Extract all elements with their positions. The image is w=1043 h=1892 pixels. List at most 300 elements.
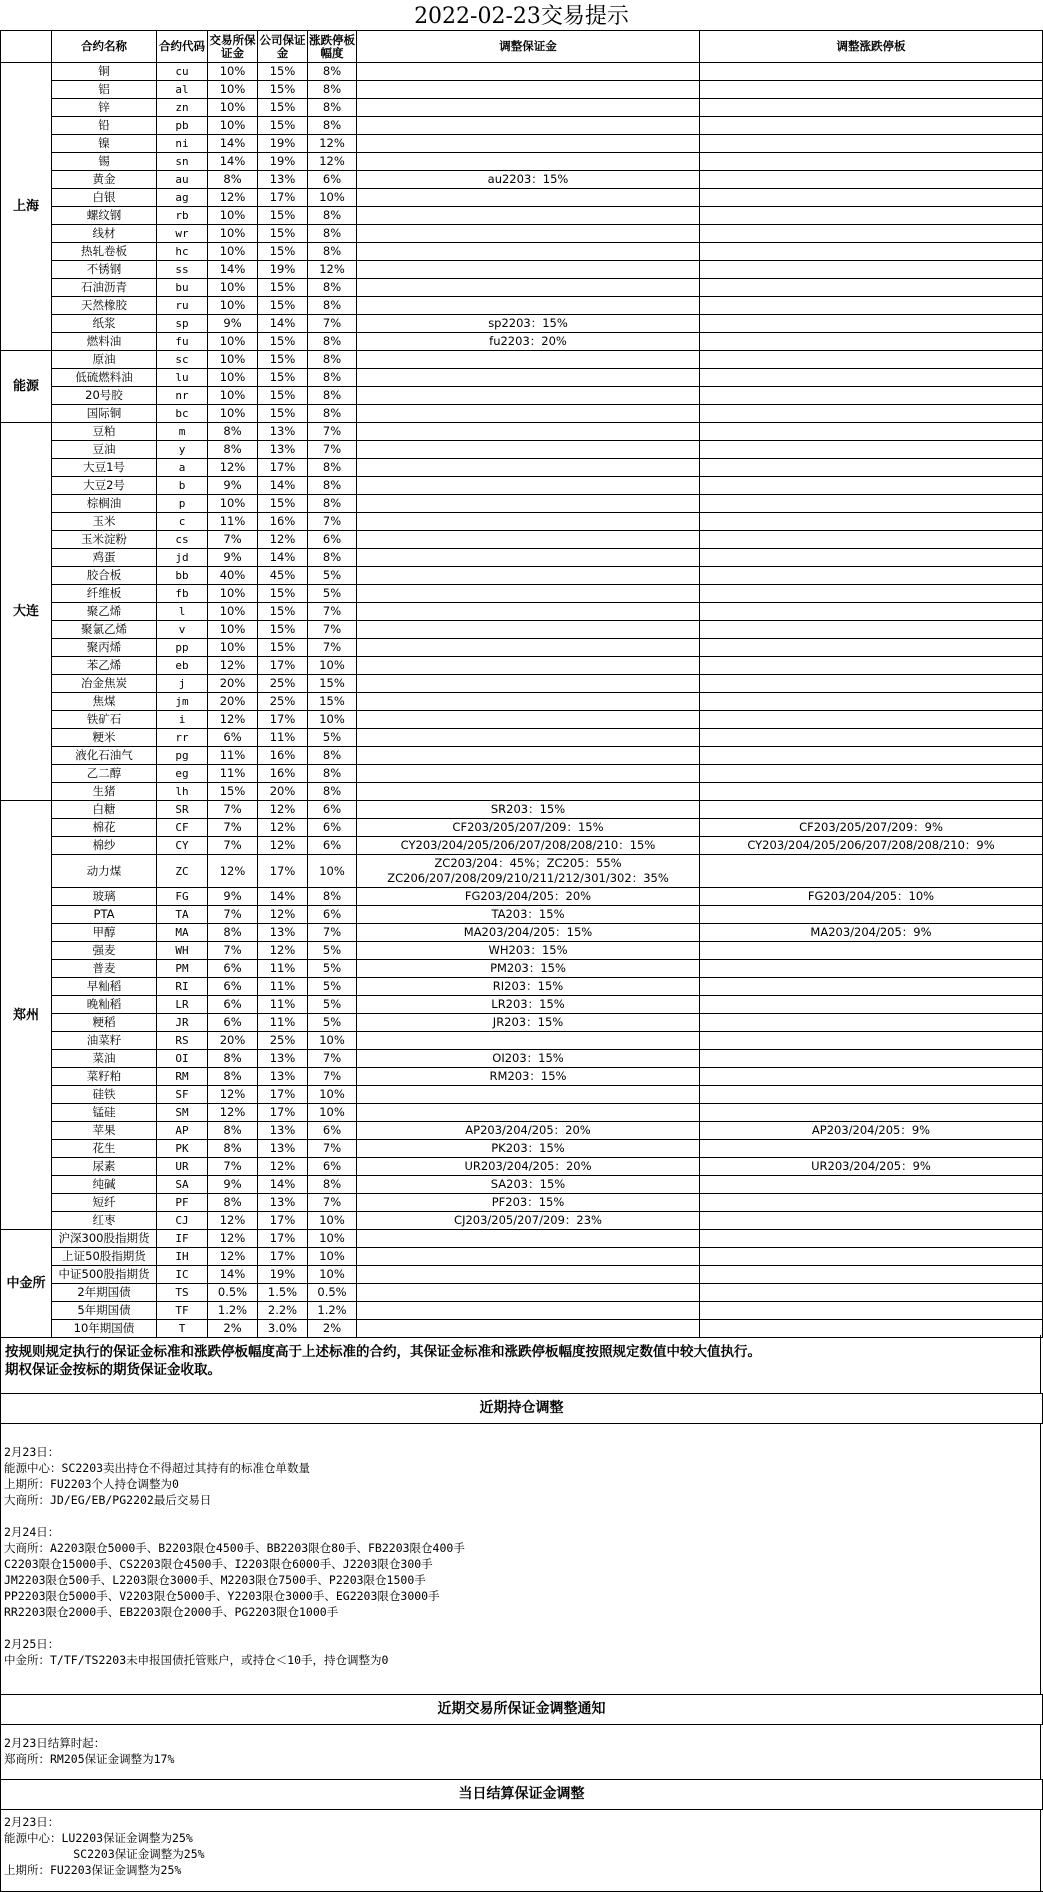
adjusted-limit (700, 81, 1043, 99)
notice-line: 能源中心：LU2203保证金调整为25% (4, 1831, 193, 1845)
adjusted-margin (357, 639, 700, 657)
price-limit: 8% (308, 783, 357, 801)
table-row (1, 171, 1043, 189)
adjusted-margin: fu2203：20% (357, 333, 700, 351)
contract-name: 棕榈油 (52, 495, 157, 513)
adjusted-margin (357, 351, 700, 369)
exchange-margin: 2% (208, 1320, 258, 1338)
price-limit: 10% (308, 1266, 357, 1284)
company-margin: 17% (258, 657, 308, 675)
adjusted-margin (357, 225, 700, 243)
exchange-margin: 12% (208, 1104, 258, 1122)
contract-code: rb (157, 207, 208, 225)
position-adjustment-title: 近期持仓调整 (0, 1393, 1043, 1424)
company-margin: 15% (258, 351, 308, 369)
table-row (1, 960, 1043, 978)
price-limit: 8% (308, 225, 357, 243)
adjusted-limit (700, 942, 1043, 960)
table-row (1, 1032, 1043, 1050)
contract-code: eg (157, 765, 208, 783)
company-margin: 14% (258, 1176, 308, 1194)
contract-name: 玉米 (52, 513, 157, 531)
table-row (1, 1302, 1043, 1320)
contract-code: j (157, 675, 208, 693)
adjusted-margin (357, 675, 700, 693)
adjusted-limit (700, 978, 1043, 996)
contract-code: pp (157, 639, 208, 657)
company-margin: 16% (258, 747, 308, 765)
adjusted-limit: UR203/204/205：9% (700, 1158, 1043, 1176)
contract-code: CY (157, 837, 208, 855)
price-limit: 8% (308, 495, 357, 513)
contract-code: SA (157, 1176, 208, 1194)
notice-block (4, 1814, 1040, 1878)
adjusted-limit (700, 675, 1043, 693)
company-margin: 25% (258, 675, 308, 693)
contract-code: c (157, 513, 208, 531)
rules-note-line: 期权保证金按标的期货保证金收取。 (5, 1362, 221, 1378)
contract-name: 低硫燃料油 (52, 369, 157, 387)
exchange-margin: 8% (208, 1194, 258, 1212)
table-row (1, 765, 1043, 783)
contract-name: 尿素 (52, 1158, 157, 1176)
exchange-margin: 11% (208, 747, 258, 765)
exchange-margin: 10% (208, 621, 258, 639)
table-row (1, 1122, 1043, 1140)
contract-code: cu (157, 63, 208, 81)
contract-name: 强麦 (52, 942, 157, 960)
adjusted-margin (357, 261, 700, 279)
table-row (1, 585, 1043, 603)
contract-code: nr (157, 387, 208, 405)
company-margin: 15% (258, 495, 308, 513)
company-margin: 19% (258, 261, 308, 279)
company-margin: 15% (258, 81, 308, 99)
adjusted-limit: CY203/204/205/206/207/208/208/210：9% (700, 837, 1043, 855)
contract-name: 冶金焦炭 (52, 675, 157, 693)
price-limit: 7% (308, 639, 357, 657)
company-margin: 15% (258, 603, 308, 621)
header-name: 合约名称 (52, 31, 157, 63)
contract-name: 红枣 (52, 1212, 157, 1230)
table-row (1, 888, 1043, 906)
adjusted-margin (357, 1230, 700, 1248)
company-margin: 17% (258, 711, 308, 729)
adjusted-limit (700, 1176, 1043, 1194)
adjusted-margin (357, 63, 700, 81)
company-margin: 15% (258, 585, 308, 603)
adjusted-margin (357, 423, 700, 441)
exchange-margin: 10% (208, 225, 258, 243)
contract-name: 5年期国债 (52, 1302, 157, 1320)
price-limit: 8% (308, 351, 357, 369)
adjusted-limit (700, 1140, 1043, 1158)
contract-code: T (157, 1320, 208, 1338)
contract-name: 黄金 (52, 171, 157, 189)
price-limit: 8% (308, 747, 357, 765)
company-margin: 19% (258, 135, 308, 153)
exchange-margin: 12% (208, 1212, 258, 1230)
table-row (1, 513, 1043, 531)
exchange-margin: 9% (208, 315, 258, 333)
contract-code: AP (157, 1122, 208, 1140)
table-row (1, 711, 1043, 729)
adjusted-margin (357, 459, 700, 477)
price-limit: 7% (308, 1140, 357, 1158)
contract-name: 大豆1号 (52, 459, 157, 477)
price-limit: 8% (308, 765, 357, 783)
contract-code: eb (157, 657, 208, 675)
contract-code: UR (157, 1158, 208, 1176)
adjusted-margin (357, 207, 700, 225)
contract-code: IF (157, 1230, 208, 1248)
exchange-margin: 9% (208, 888, 258, 906)
contract-name: 油菜籽 (52, 1032, 157, 1050)
adjusted-margin (357, 297, 700, 315)
exchange-margin: 12% (208, 657, 258, 675)
table-row (1, 387, 1043, 405)
exchange-margin: 14% (208, 261, 258, 279)
adjusted-margin (357, 405, 700, 423)
exchange-margin: 12% (208, 1230, 258, 1248)
contract-name: 锌 (52, 99, 157, 117)
exchange-margin: 0.5% (208, 1284, 258, 1302)
exchange-margin: 7% (208, 531, 258, 549)
table-row (1, 1140, 1043, 1158)
table-row (1, 279, 1043, 297)
company-margin: 17% (258, 1104, 308, 1122)
contract-name: 铜 (52, 63, 157, 81)
exchange-margin: 20% (208, 693, 258, 711)
table-row (1, 63, 1043, 81)
company-margin: 15% (258, 243, 308, 261)
adjusted-limit (700, 153, 1043, 171)
price-limit: 7% (308, 621, 357, 639)
contract-name: 纯碱 (52, 1176, 157, 1194)
contract-code: LR (157, 996, 208, 1014)
notice-line: RR2203限仓2000手、EB2203限仓2000手、PG2203限仓1000手 (4, 1605, 339, 1619)
company-margin: 15% (258, 225, 308, 243)
table-row (1, 1050, 1043, 1068)
table-row (1, 243, 1043, 261)
contract-name: 聚乙烯 (52, 603, 157, 621)
contract-code: pb (157, 117, 208, 135)
exchange-margin-notice-body (0, 1725, 1041, 1779)
adjusted-margin: CF203/205/207/209：15% (357, 819, 700, 837)
contract-name: 中证500股指期货 (52, 1266, 157, 1284)
contract-name: 10年期国债 (52, 1320, 157, 1338)
contract-name: 棉花 (52, 819, 157, 837)
contract-code: lu (157, 369, 208, 387)
contract-code: RS (157, 1032, 208, 1050)
adjusted-margin (357, 513, 700, 531)
adjusted-limit (700, 1068, 1043, 1086)
contract-name: PTA (52, 906, 157, 924)
adjusted-limit (700, 459, 1043, 477)
table-row (1, 81, 1043, 99)
contract-code: bu (157, 279, 208, 297)
price-limit: 8% (308, 117, 357, 135)
notice-block (4, 1735, 1040, 1767)
contract-code: i (157, 711, 208, 729)
adjusted-limit (700, 1284, 1043, 1302)
header-code: 合约代码 (157, 31, 208, 63)
exchange-margin: 6% (208, 996, 258, 1014)
contract-name: 鸡蛋 (52, 549, 157, 567)
price-limit: 8% (308, 333, 357, 351)
price-limit: 5% (308, 567, 357, 585)
price-limit: 8% (308, 477, 357, 495)
contract-name: 玉米淀粉 (52, 531, 157, 549)
contract-code: jm (157, 693, 208, 711)
exchange-margin: 8% (208, 423, 258, 441)
exchange-margin: 10% (208, 63, 258, 81)
adjusted-limit (700, 585, 1043, 603)
notice-line: 2月23日： (4, 1445, 60, 1459)
adjusted-limit (700, 333, 1043, 351)
table-row (1, 819, 1043, 837)
adjusted-limit: AP203/204/205：9% (700, 1122, 1043, 1140)
contract-name: 棉纱 (52, 837, 157, 855)
adjusted-limit (700, 765, 1043, 783)
price-limit: 10% (308, 189, 357, 207)
exchange-margin: 10% (208, 351, 258, 369)
exchange-margin: 11% (208, 513, 258, 531)
adjusted-margin: PK203：15% (357, 1140, 700, 1158)
price-limit: 10% (308, 1248, 357, 1266)
company-margin: 12% (258, 819, 308, 837)
contract-name: 花生 (52, 1140, 157, 1158)
table-row (1, 333, 1043, 351)
company-margin: 14% (258, 888, 308, 906)
company-margin: 13% (258, 423, 308, 441)
company-margin: 15% (258, 297, 308, 315)
contract-code: hc (157, 243, 208, 261)
adjusted-margin (357, 711, 700, 729)
table-row (1, 942, 1043, 960)
contract-name: 胶合板 (52, 567, 157, 585)
adjusted-limit (700, 621, 1043, 639)
price-limit: 5% (308, 1014, 357, 1032)
contract-name: 原油 (52, 351, 157, 369)
price-limit: 8% (308, 81, 357, 99)
table-header-row (1, 31, 1043, 63)
adjusted-limit (700, 495, 1043, 513)
adjusted-limit (700, 171, 1043, 189)
company-margin: 12% (258, 942, 308, 960)
adjusted-margin (357, 567, 700, 585)
price-limit: 8% (308, 459, 357, 477)
adjusted-margin: CY203/204/205/206/207/208/208/210：15% (357, 837, 700, 855)
exchange-margin: 8% (208, 441, 258, 459)
adjusted-margin: WH203：15% (357, 942, 700, 960)
notice-block (4, 1444, 1040, 1508)
company-margin: 17% (258, 189, 308, 207)
table-row (1, 1104, 1043, 1122)
adjusted-margin (357, 585, 700, 603)
exchange-margin: 1.2% (208, 1302, 258, 1320)
adjusted-margin (357, 1302, 700, 1320)
exchange-margin: 12% (208, 1248, 258, 1266)
company-margin: 25% (258, 1032, 308, 1050)
exchange-margin: 8% (208, 1122, 258, 1140)
adjusted-limit (700, 1302, 1043, 1320)
table-row (1, 603, 1043, 621)
adjusted-margin: RI203：15% (357, 978, 700, 996)
notice-line: SC2203保证金调整为25% (4, 1847, 205, 1861)
adjusted-limit (700, 99, 1043, 117)
adjusted-margin: RM203：15% (357, 1068, 700, 1086)
adjusted-limit (700, 441, 1043, 459)
settlement-margin-title: 当日结算保证金调整 (0, 1779, 1043, 1810)
company-margin: 15% (258, 387, 308, 405)
adjusted-limit (700, 693, 1043, 711)
exchange-margin: 10% (208, 207, 258, 225)
table-row (1, 1212, 1043, 1230)
contract-name: 玻璃 (52, 888, 157, 906)
exchange-cell: 能源 (1, 351, 52, 423)
contract-name: 豆油 (52, 441, 157, 459)
contract-name: 燃料油 (52, 333, 157, 351)
contract-code: PK (157, 1140, 208, 1158)
contract-code: SF (157, 1086, 208, 1104)
adjusted-limit (700, 369, 1043, 387)
adjusted-margin (357, 495, 700, 513)
exchange-margin: 14% (208, 153, 258, 171)
exchange-margin: 10% (208, 81, 258, 99)
contract-code: IH (157, 1248, 208, 1266)
price-limit: 5% (308, 729, 357, 747)
contract-name: 沪深300股指期货 (52, 1230, 157, 1248)
contract-name: 菜籽粕 (52, 1068, 157, 1086)
table-row (1, 729, 1043, 747)
contract-code: OI (157, 1050, 208, 1068)
company-margin: 17% (258, 1212, 308, 1230)
contract-code: bb (157, 567, 208, 585)
adjusted-limit (700, 1050, 1043, 1068)
exchange-margin: 11% (208, 765, 258, 783)
exchange-margin: 12% (208, 855, 258, 888)
contract-name: 生猪 (52, 783, 157, 801)
company-margin: 11% (258, 996, 308, 1014)
price-limit: 7% (308, 513, 357, 531)
company-margin: 12% (258, 801, 308, 819)
notice-line: 郑商所：RM205保证金调整为17% (4, 1752, 175, 1766)
table-row (1, 99, 1043, 117)
table-row (1, 369, 1043, 387)
contract-code: rr (157, 729, 208, 747)
adjusted-margin: JR203：15% (357, 1014, 700, 1032)
exchange-margin: 20% (208, 1032, 258, 1050)
adjusted-margin: AP203/204/205：20% (357, 1122, 700, 1140)
adjusted-limit (700, 135, 1043, 153)
company-margin: 13% (258, 1122, 308, 1140)
exchange-cell: 郑州 (1, 801, 52, 1230)
price-limit: 12% (308, 135, 357, 153)
adjusted-limit (700, 261, 1043, 279)
contract-code: lh (157, 783, 208, 801)
contract-code: bc (157, 405, 208, 423)
exchange-margin: 8% (208, 1068, 258, 1086)
company-margin: 3.0% (258, 1320, 308, 1338)
adjusted-margin (357, 81, 700, 99)
adjusted-limit: CF203/205/207/209：9% (700, 819, 1043, 837)
exchange-margin: 10% (208, 585, 258, 603)
contract-name: 20号胶 (52, 387, 157, 405)
adjusted-margin (357, 135, 700, 153)
price-limit: 7% (308, 1068, 357, 1086)
contract-code: a (157, 459, 208, 477)
price-limit: 8% (308, 549, 357, 567)
company-margin: 1.5% (258, 1284, 308, 1302)
contract-code: p (157, 495, 208, 513)
contract-name: 天然橡胶 (52, 297, 157, 315)
table-row (1, 855, 1043, 888)
adjusted-limit (700, 297, 1043, 315)
adjusted-limit (700, 747, 1043, 765)
adjusted-margin: MA203/204/205：15% (357, 924, 700, 942)
notice-line: 大商所：JD/EG/EB/PG2202最后交易日 (4, 1493, 212, 1507)
table-row (1, 1014, 1043, 1032)
table-row (1, 315, 1043, 333)
price-limit: 8% (308, 369, 357, 387)
contract-code: FG (157, 888, 208, 906)
exchange-margin: 40% (208, 567, 258, 585)
adjusted-margin: PF203：15% (357, 1194, 700, 1212)
exchange-margin: 6% (208, 1014, 258, 1032)
company-margin: 15% (258, 117, 308, 135)
adjusted-limit (700, 225, 1043, 243)
adjusted-limit (700, 1212, 1043, 1230)
company-margin: 2.2% (258, 1302, 308, 1320)
notice-line: C2203限仓15000手、CS2203限仓4500手、I2203限仓6000手、J2203限仓300手 (4, 1557, 433, 1571)
table-row (1, 996, 1043, 1014)
exchange-margin: 14% (208, 135, 258, 153)
adjusted-limit (700, 801, 1043, 819)
header-adjusted-margin: 调整保证金 (357, 31, 700, 63)
adjusted-margin (357, 1248, 700, 1266)
table-row (1, 207, 1043, 225)
exchange-margin: 7% (208, 837, 258, 855)
adjusted-margin (357, 441, 700, 459)
notice-line: JM2203限仓500手、L2203限仓3000手、M2203限仓7500手、P2203限仓1500手 (4, 1573, 426, 1587)
contract-code: TA (157, 906, 208, 924)
adjusted-limit (700, 387, 1043, 405)
contract-code: PM (157, 960, 208, 978)
price-limit: 8% (308, 297, 357, 315)
adjusted-limit (700, 906, 1043, 924)
adjusted-limit: MA203/204/205：9% (700, 924, 1043, 942)
adjusted-margin (357, 765, 700, 783)
exchange-margin: 7% (208, 819, 258, 837)
contract-name: 2年期国债 (52, 1284, 157, 1302)
adjusted-limit (700, 1086, 1043, 1104)
contract-code: RM (157, 1068, 208, 1086)
price-limit: 6% (308, 801, 357, 819)
table-row (1, 549, 1043, 567)
adjusted-margin: au2203：15% (357, 171, 700, 189)
notice-line: 中金所：T/TF/TS2203未申报国债托管账户，或持仓＜10手，持仓调整为0 (4, 1653, 389, 1667)
adjusted-limit (700, 423, 1043, 441)
page-title: 2022-02-23交易提示 (414, 4, 629, 29)
exchange-margin: 8% (208, 924, 258, 942)
adjusted-limit (700, 1032, 1043, 1050)
adjusted-limit (700, 1194, 1043, 1212)
price-limit: 12% (308, 153, 357, 171)
exchange-margin: 10% (208, 495, 258, 513)
adjusted-margin: CJ203/205/207/209：23% (357, 1212, 700, 1230)
table-row (1, 675, 1043, 693)
